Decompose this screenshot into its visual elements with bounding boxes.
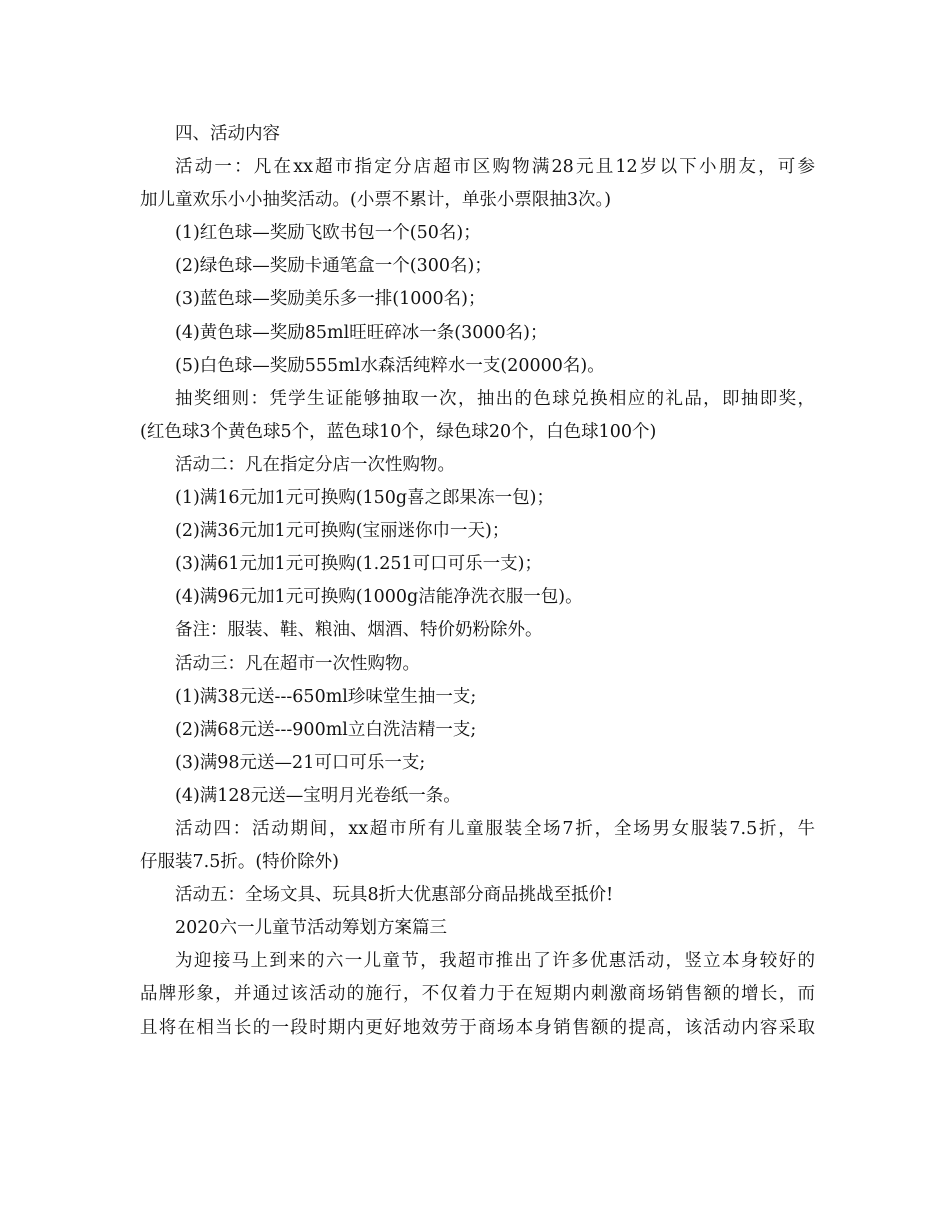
paragraph-line: 活动四：活动期间，xx超市所有儿童服装全场7折，全场男女服装7.5折，牛	[175, 818, 815, 839]
paragraph-line: 为迎接马上到来的六一儿童节，我超市推出了许多优惠活动，竖立本身较好的	[175, 951, 815, 972]
section-title: 2020六一儿童节活动筹划方案篇三	[175, 918, 448, 939]
paragraph-line: 活动三：凡在超市一次性购物。	[175, 653, 420, 674]
paragraph-line: 活动五：全场文具、玩具8折大优惠部分商品挑战至抵价!	[175, 885, 614, 906]
list-item: (3)满61元加1元可换购(1.251可口可乐一支)；	[175, 554, 542, 575]
list-item: (4)满128元送—宝明月光卷纸一条。	[175, 785, 461, 806]
list-item: (3)蓝色球—奖励美乐多一排(1000名)；	[175, 289, 486, 310]
paragraph-line: 活动一：凡在xx超市指定分店超市区购物满28元且12岁以下小朋友，可参	[175, 157, 815, 178]
list-item: (1)满16元加1元可换购(150g喜之郎果冻一包)；	[175, 488, 554, 509]
list-item: (5)白色球—奖励555ml水森活纯粹水一支(20000名)。	[175, 355, 605, 376]
paragraph-line: 仔服装7.5折。(特价除外)	[140, 852, 339, 873]
paragraph-line: (红色球3个黄色球5个，蓝色球10个，绿色球20个，白色球100个)	[140, 421, 657, 442]
list-item: (2)满36元加1元可换购(宝丽迷你巾一天)；	[175, 521, 510, 542]
paragraph-line: 活动二：凡在指定分店一次性购物。	[175, 454, 455, 475]
paragraph-line: 品牌形象，并通过该活动的施行，不仅着力于在短期内刺激商场销售额的增长，而	[140, 984, 815, 1005]
paragraph-line: 加儿童欢乐小小抽奖活动。(小票不累计，单张小票限抽3次。)	[140, 190, 612, 211]
section-heading: 四、活动内容	[175, 124, 280, 144]
list-item: (2)满68元送---900ml立白洗洁精一支;	[175, 719, 477, 740]
paragraph-line: 抽奖细则：凭学生证能够抽取一次，抽出的色球兑换相应的礼品，即抽即奖，	[175, 388, 815, 409]
document-body	[140, 118, 815, 1045]
list-item: (1)红色球—奖励飞欧书包一个(50名)；	[175, 223, 481, 244]
list-item: (4)黄色球—奖励85ml旺旺碎冰一条(3000名)；	[175, 322, 548, 343]
list-item: (1)满38元送---650ml珍味堂生抽一支;	[175, 686, 477, 707]
paragraph-line: 且将在相当长的一段时期内更好地效劳于商场本身销售额的提高，该活动内容采取	[140, 1017, 815, 1038]
list-item: (2)绿色球—奖励卡通笔盒一个(300名)；	[175, 256, 492, 277]
note-line: 备注：服装、鞋、粮油、烟酒、特价奶粉除外。	[175, 620, 543, 641]
list-item: (3)满98元送—21可口可乐一支;	[175, 752, 426, 773]
list-item: (4)满96元加1元可换购(1000g洁能净洗衣服一包)。	[175, 587, 583, 608]
